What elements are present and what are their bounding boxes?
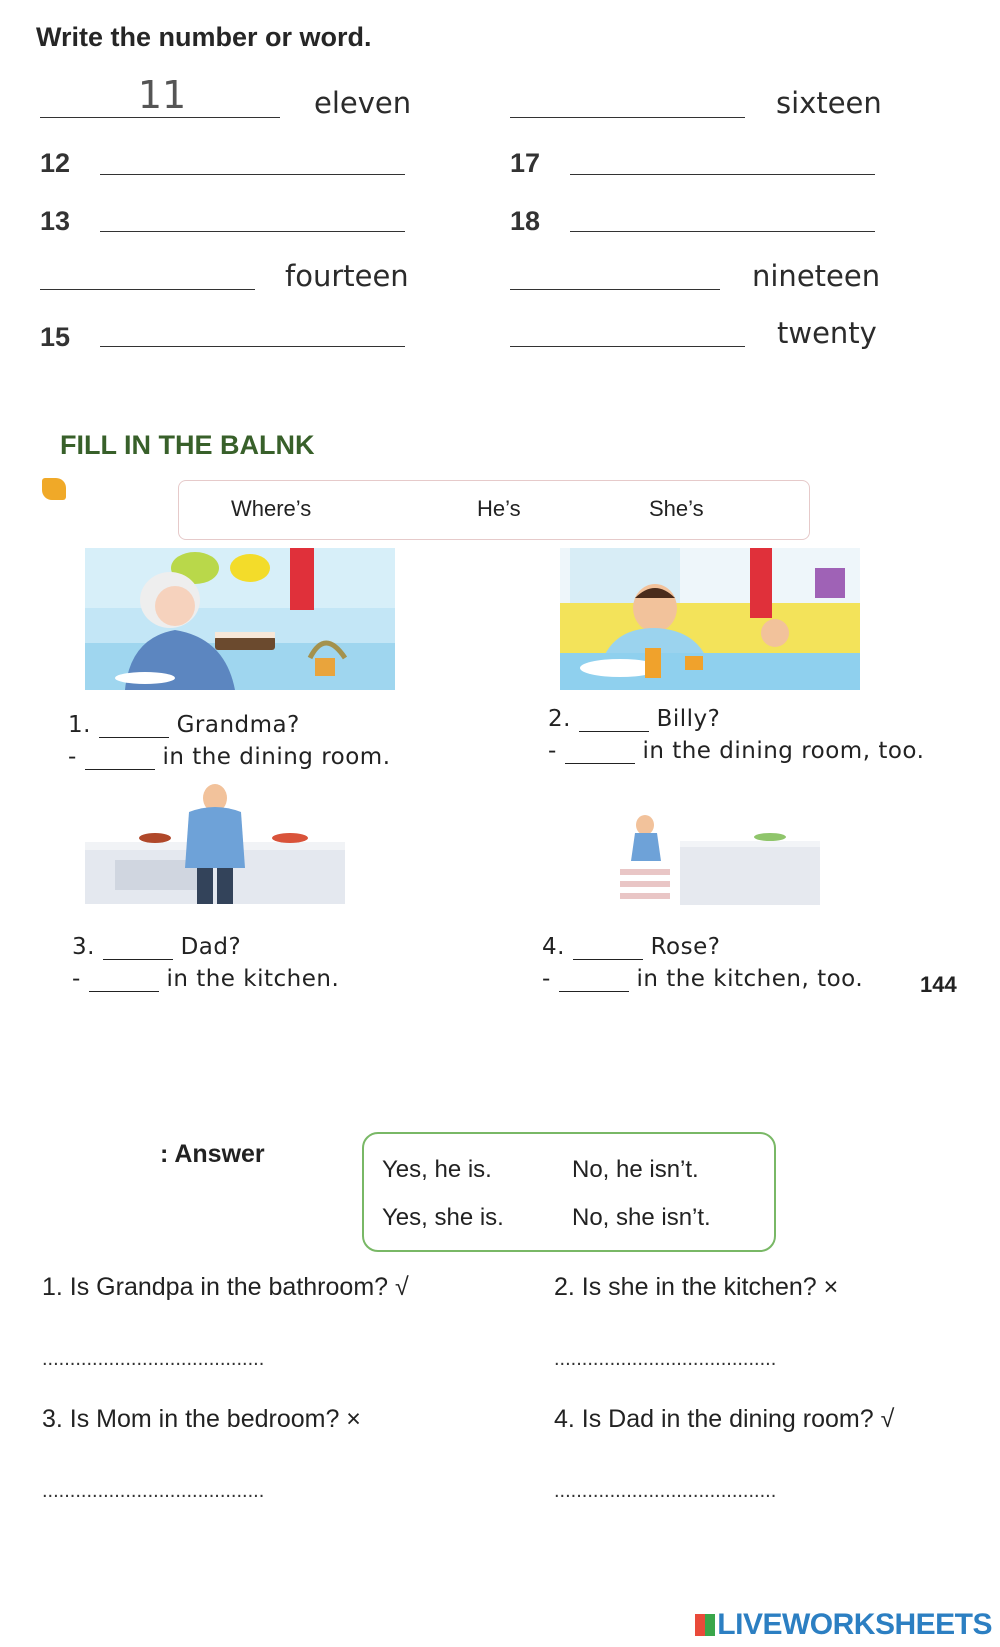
brand-text: LIVEWORKSHEETS (717, 1608, 992, 1641)
question-row-1 (68, 712, 300, 738)
section-title-fill-blank: FILL IN THE BALNK (60, 430, 315, 460)
reply-text: in the dining room. (162, 744, 391, 770)
answer-line (100, 174, 405, 175)
question-text: Dad? (180, 934, 242, 960)
number-17: 17 (510, 148, 541, 178)
grandma-dining-image (85, 548, 395, 690)
word-bank-item: She’s (649, 496, 704, 521)
answer-line (100, 346, 405, 347)
dash: - (542, 966, 551, 992)
reply-text: in the kitchen, too. (636, 966, 864, 992)
answer-line (100, 231, 405, 232)
answer-line (510, 289, 720, 290)
blank-input[interactable] (573, 937, 643, 960)
yn-question-1: 1. Is Grandpa in the bathroom? √ (42, 1273, 409, 1301)
item-number: 2. (548, 706, 571, 732)
word-twenty: twenty (777, 316, 877, 350)
number-13: 13 (40, 206, 71, 236)
pencil-icon (42, 478, 66, 500)
question-text: Billy? (656, 706, 721, 732)
answer-option: No, she isn’t. (572, 1204, 711, 1231)
rose-kitchen-image (585, 815, 820, 905)
question-row-4 (542, 934, 720, 960)
number-18: 18 (510, 206, 541, 236)
dash: - (548, 738, 557, 764)
blank-input[interactable] (103, 937, 173, 960)
answer-dots-3[interactable]: ........................................ (42, 1480, 265, 1502)
reply-row-2 (548, 738, 924, 764)
word-nineteen: nineteen (752, 259, 881, 293)
reply-row-4 (542, 966, 863, 992)
number-12: 12 (40, 148, 71, 178)
page-number: 144 (920, 972, 957, 997)
question-row-3 (72, 934, 241, 960)
item-number: 1. (68, 712, 91, 738)
answer-dots-1[interactable]: ........................................ (42, 1348, 265, 1370)
question-text: Rose? (650, 934, 721, 960)
item-number: 4. (542, 934, 565, 960)
answer-line (510, 117, 745, 118)
word-bank-item: Where’s (231, 496, 312, 521)
liveworksheets-logo (695, 1608, 992, 1642)
answer-input-15[interactable] (100, 307, 409, 349)
answer-line (510, 346, 745, 347)
blank-input[interactable] (99, 715, 169, 738)
yn-question-4: 4. Is Dad in the dining room? √ (554, 1405, 895, 1433)
answer-input-13[interactable] (100, 192, 409, 234)
answer-input-nineteen[interactable] (510, 248, 724, 290)
answer-input-twenty[interactable] (510, 307, 749, 349)
dash: - (68, 744, 77, 770)
answer-line (40, 289, 255, 290)
section-title-write-number: Write the number or word. (36, 22, 372, 52)
dad-billy-dining-image (560, 548, 860, 690)
answer-line (40, 117, 280, 118)
question-text: Grandma? (176, 712, 300, 738)
answer-options-box (362, 1132, 776, 1252)
word-sixteen: sixteen (776, 86, 882, 120)
blank-input[interactable] (579, 709, 649, 732)
answer-option: Yes, he is. (382, 1156, 492, 1183)
answer-line (570, 231, 875, 232)
word-bank (178, 480, 810, 540)
question-row-2 (548, 706, 720, 732)
answer-option: No, he isn’t. (572, 1156, 699, 1183)
word-fourteen: fourteen (285, 259, 409, 293)
dash: - (72, 966, 81, 992)
answer-input-fourteen[interactable] (40, 248, 259, 290)
reply-text: in the dining room, too. (642, 738, 925, 764)
answer-input-sixteen[interactable] (510, 76, 749, 118)
item-number: 3. (72, 934, 95, 960)
number-15: 15 (40, 322, 71, 352)
reply-row-1 (68, 744, 391, 770)
word-bank-item: He’s (477, 496, 521, 521)
answer-dots-2[interactable]: ........................................ (554, 1348, 777, 1370)
blank-input[interactable] (89, 969, 159, 992)
answer-line (570, 174, 875, 175)
reply-row-3 (72, 966, 339, 992)
reply-text: in the kitchen. (166, 966, 340, 992)
blank-input[interactable] (559, 969, 629, 992)
yn-question-3: 3. Is Mom in the bedroom? × (42, 1405, 361, 1433)
answer-option: Yes, she is. (382, 1204, 504, 1231)
answer-dots-4[interactable]: ........................................ (554, 1480, 777, 1502)
brand-grid-icon (695, 1614, 715, 1636)
answer-input-17[interactable] (570, 135, 879, 177)
answer-input-eleven[interactable] (40, 72, 284, 118)
answer-label: : Answer (160, 1140, 265, 1168)
answer-input-18[interactable] (570, 192, 879, 234)
word-eleven: eleven (314, 86, 412, 120)
answer-input-12[interactable] (100, 135, 409, 177)
blank-input[interactable] (85, 747, 155, 770)
dad-kitchen-image (85, 782, 375, 904)
yn-question-2: 2. Is she in the kitchen? × (554, 1273, 839, 1301)
blank-input[interactable] (565, 741, 635, 764)
